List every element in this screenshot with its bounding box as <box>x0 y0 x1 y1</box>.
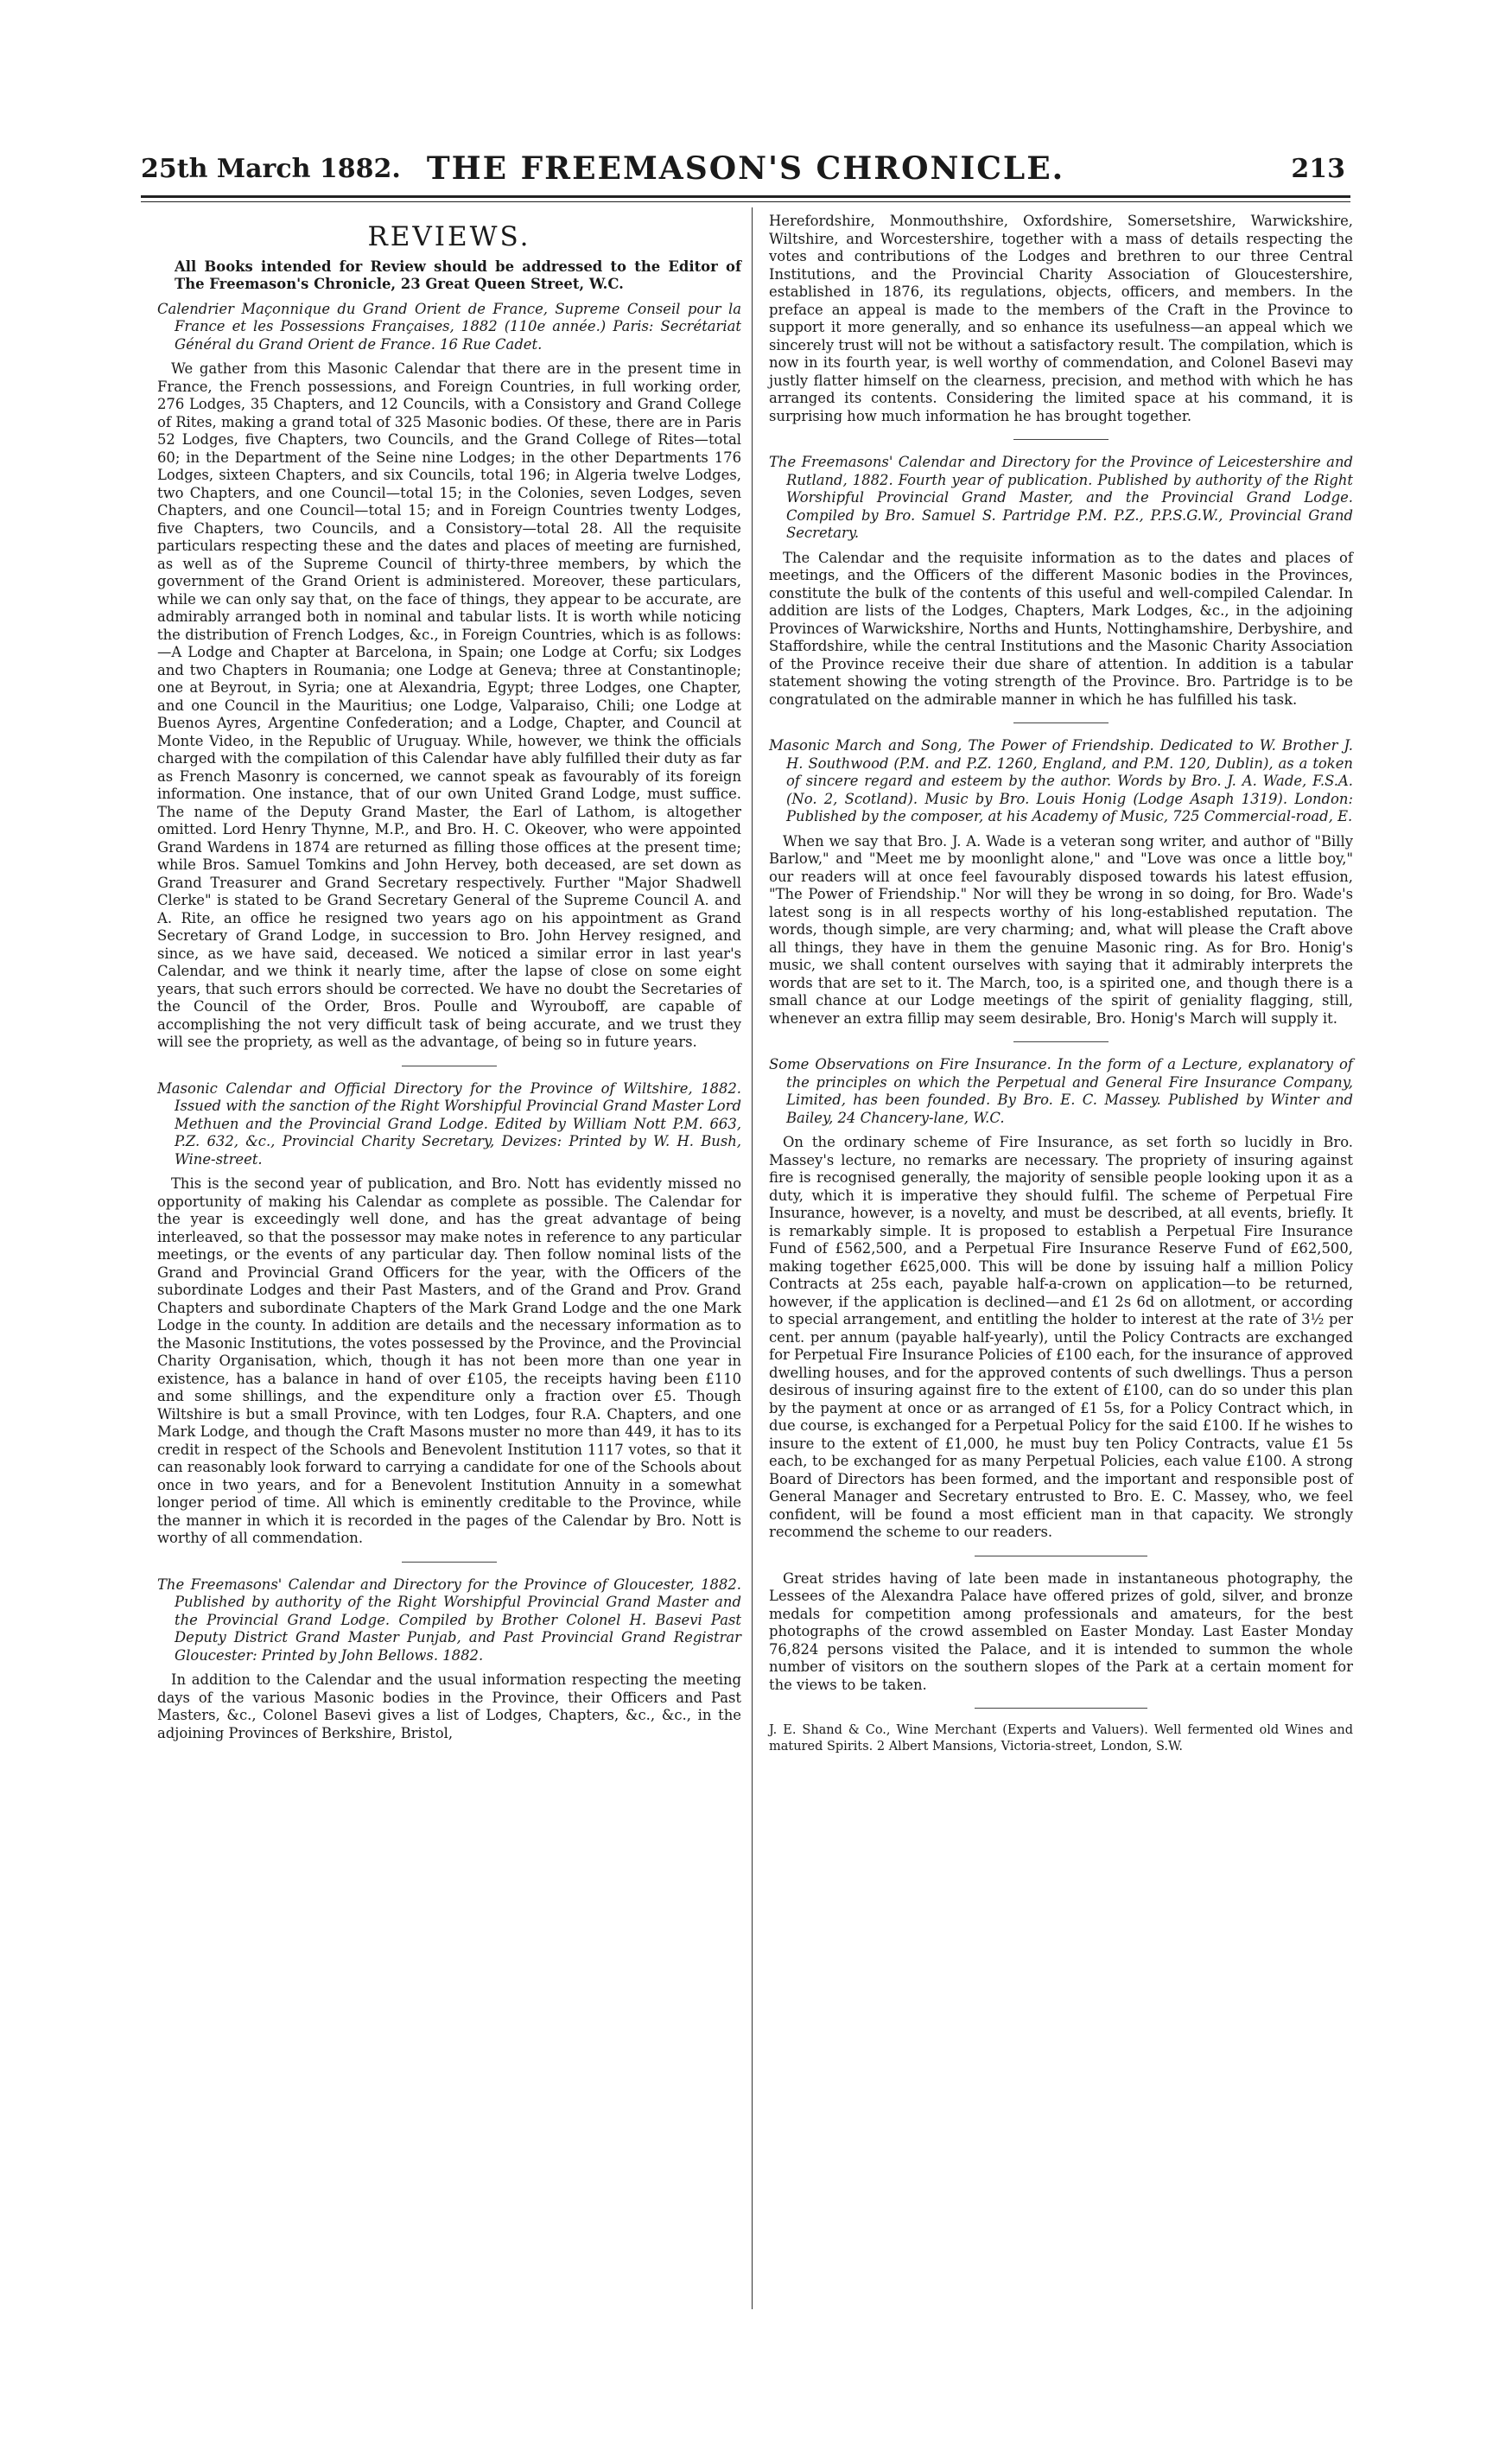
review-body-masonic-march: When we say that Bro. J. A. Wade is a veteran song writer, and author of "Billy Barlow," and "Meet me by moonlight alone," and "Love was once a little boy," our readers will at once feel favourably disposed towards his latest effusion, "The Power of Friendship." Nor will they be wrong in so doing, for Bro. Wade's latest song is in all respects worthy of his long-established reputation. The words, though simple, are very charming; and, what will please the Craft above all things, they have in them the genuine Masonic ring. As for Bro. Honig's music, we shall content ourselves with saying that it admirably interprets the words that are set to it. The March, too, is a spirited one, and though there is a small chance at our Lodge meetings of the spirit of geniality flagging, still, whenever an extra fillip may seem desirable, Bro. Honig's March will supply it. <box>769 832 1353 1027</box>
review-heading-masonic-march: Masonic March and Song, The Power of Friendship. Dedicated to W. Brother J. H. Southwood (P.M. and P.Z. 1260, England, and P.M. 120, Dublin), as a token of sincere regard and esteem by the author. Words by Bro. J. A. Wade, F.S.A. (No. 2, Scotland). Music by Bro. Louis Honig (Lodge Asaph 1319). London: Published by the composer, at his Academy of Music, 725 Commercial-road, E. <box>769 737 1353 824</box>
section-divider <box>402 1562 497 1563</box>
section-title: REVIEWS. <box>367 221 531 252</box>
column-divider <box>752 207 753 2309</box>
masthead-rule-thin <box>141 201 1350 202</box>
review-body-gloucester-continued: Herefordshire, Monmouthshire, Oxfordshire, Somersetshire, Warwickshire, Wiltshire, and Worcestershire, together with a mass of details respecting the votes and contributions of the Lodges and brethren to our three Central Institutions, and the Provincial Charity Association of Gloucestershire, established in 1876, its regulations, objects, officers, and members. In the preface an appeal is made to the members of the Craft in the Province to support it more generally, and so enhance its usefulness—an appeal which we sincerely trust will not be without a satisfactory result. The compilation, which is now in its fourth year, is well worthy of commendation, and Colonel Basevi may justly flatter himself on the clearness, precision, and method with which he has arranged its contents. Considering the limited space at his command, it is surprising how much information he has brought together. <box>769 213 1353 424</box>
section-divider <box>975 1708 1147 1709</box>
review-heading-fire-insurance: Some Observations on Fire Insurance. In the form of a Lecture, explanatory of the principles on which the Perpetual and General Fire Insurance Company, Limited, has been founded. By Bro. E. C. Massey. Published by Winter and Bailey, 24 Chancery-lane, W.C. <box>769 1056 1353 1126</box>
right-column <box>769 213 1353 1760</box>
section-divider <box>1013 722 1109 723</box>
review-body-leicestershire: The Calendar and the requisite information as to the dates and places of meetings, and the Officers of the different Masonic bodies in the Provinces, constitute the bulk of the contents of this useful and well-compiled Calendar. In addition are lists of the Lodges, Chapters, Mark Lodges, &c., in the adjoining Provinces of Warwickshire, Norths and Hunts, Nottinghamshire, Derbyshire, and Staffordshire, while the central Institutions and the Masonic Charity Association of the Province receive their due share of attention. In addition is a tabular statement showing the voting strength of the Province. Bro. Partridge is to be congratulated on the admirable manner in which he has fulfilled his task. <box>769 549 1353 708</box>
review-heading-gloucester: The Freemasons' Calendar and Directory for the Province of Gloucester, 1882. Published by authority of the Right Worshipful Provincial Grand Master and the Provincial Grand Lodge. Compiled by Brother Colonel H. Basevi Past Deputy District Grand Master Punjab, and Past Provincial Grand Registrar Gloucester: Printed by John Bellows. 1882. <box>157 1575 741 1664</box>
section-divider <box>1013 439 1109 440</box>
newspaper-title: THE FREEMASON'S CHRONICLE. <box>426 150 1065 187</box>
review-heading-wiltshire: Masonic Calendar and Official Directory for the Province of Wiltshire, 1882. Issued with the sanction of the Right Worshipful Provincial Grand Master Lord Methuen and the Provincial Grand Lodge. Edited by William Nott P.M. 663, P.Z. 632, &c., Provincial Charity Secretary, Devizes: Printed by W. H. Bush, Wine-street. <box>157 1079 741 1168</box>
news-item-alexandra-palace: Great strides having of late been made in instantaneous photography, the Lessees of the Alexandra Palace have offered prizes of gold, silver, and bronze medals for competition among professionals and amateurs, for the best photographs of the crowd assembled on Easter Monday. Last Easter Monday 76,824 persons visited the Palace, and it is intended to summon the whole number of visitors on the southern slopes of the Park at a certain moment for the views to be taken. <box>769 1569 1353 1693</box>
section-divider <box>1013 1041 1109 1042</box>
masthead-rule-thick <box>141 195 1350 198</box>
review-body-fire-insurance: On the ordinary scheme of Fire Insurance, as set forth so lucidly in Bro. Massey's lecture, no remarks are necessary. The propriety of insuring against fire is recognised generally, the majority of sensible people looking upon it as a duty, which it is imperative they should fulfil. The scheme of Perpetual Fire Insurance, however, is a novelty, and must be described, at all events, briefly. It is remarkably simple. It is proposed to establish a Perpetual Fire Insurance Fund of £562,500, and a Perpetual Fire Insurance Reserve Fund of £62,500, making together £625,000. This will be done by issuing half a million Policy Contracts at 25s each, payable half-a-crown on application—to be returned, however, if the application is declined—and £1 2s 6d on allotment, or according to special arrangement, and entitling the holder to interest at the rate of 3½ per cent. per annum (payable half-yearly), until the Policy Contracts are exchanged for Perpetual Fire Insurance Policies of £100 each, for the insurance of approved dwelling houses, and for the approved contents of such dwellings. Thus a person desirous of insuring against fire to the extent of £100, can do so under this plan by the payment at once or as arranged of £1 5s, for a Policy Contract which, in due course, is exchanged for a Perpetual Policy for the said £100. If he wishes to insure to the extent of £1,000, he must buy ten Policy Contracts, value £1 5s each, to be exchanged for as many Perpetual Policies, each value £100. A strong Board of Directors has been formed, and the important and responsible post of General Manager and Secretary entrusted to Bro. E. C. Massey, who, we feel confident, will be found a most efficient man in that capacity. We strongly recommend the scheme to our readers. <box>769 1134 1353 1540</box>
review-heading-leicestershire: The Freemasons' Calendar and Directory for the Province of Leicestershire and Rutland, 1882. Fourth year of publication. Published by authority of the Right Worshipful Provincial Grand Master, and the Provincial Grand Lodge. Compiled by Bro. Samuel S. Partridge P.M. P.Z., P.P.S.G.W., Provincial Grand Secretary. <box>769 454 1353 541</box>
review-body-wiltshire: This is the second year of publication, and Bro. Nott has evidently missed no opportunity of making his Calendar as complete as possible. The Calendar for the year is exceedingly well done, and has the great advantage of being interleaved, so that the possessor may make notes in reference to any particular meetings, or the events of any particular day. Then follow nominal lists of the Grand and Provincial Grand Officers for the year, with the Officers of the subordinate Lodges and their Past Masters, and of the Grand and Prov. Grand Chapters and subordinate Chapters of the Mark Grand Lodge and the one Mark Lodge in the county. In addition are details and the necessary information as to the Masonic Institutions, the votes possessed by the Province, and the Provincial Charity Organisation, which, though it has not been more than one year in existence, has a balance in hand of over £105, the receipts having been £110 and some shillings, and the expenditure only a fraction over £5. Though Wiltshire is but a small Province, with ten Lodges, four R.A. Chapters, and one Mark Lodge, and though the Craft Masons muster no more than 449, it has to its credit in respect of the Schools and Benevolent Institution 1117 votes, so that it can reasonably look forward to carrying a candidate for one of the Schools about once in two years, and for a Benevolent Institution Annuity in a somewhat longer period of time. All which is eminently creditable to the Province, while the manner in which it is recorded in the pages of the Calendar by Bro. Nott is worthy of all commendation. <box>157 1175 741 1546</box>
review-heading-grand-orient: Calendrier Maçonnique du Grand Orient de France, Supreme Conseil pour la France et les Possessions Françaises, 1882 (110e année.) Paris: Secrétariat Général du Grand Orient de France. 16 Rue Cadet. <box>157 300 741 353</box>
review-body-gloucester: In addition to the Calendar and the usual information respecting the meeting days of the various Masonic bodies in the Province, their Officers and Past Masters, &c., Colonel Basevi gives a list of Lodges, Chapters, &c., &c., in the adjoining Provinces of Berkshire, Bristol, <box>157 1671 741 1741</box>
left-column <box>157 213 741 1747</box>
masthead <box>141 147 1350 195</box>
issue-date: 25th March 1882. <box>141 154 401 184</box>
advertisement-wine-merchant: J. E. Shand & Co., Wine Merchant (Experts and Valuers). Well fermented old Wines and matured Spirits. 2 Albert Mansions, Victoria-street, London, S.W. <box>769 1723 1353 1754</box>
page-number: 213 <box>1291 154 1345 184</box>
review-notice: All Books intended for Review should be addressed to the Editor of The Freemason's Chronicle, 23 Great Queen Street, W.C. <box>175 258 741 292</box>
review-body-grand-orient: We gather from this Masonic Calendar that there are in the present time in France, the French possessions, and Foreign Countries, in full working order, 276 Lodges, 35 Chapters, and 12 Councils, with a Consistory and Grand College of Rites, making a grand total of 325 Masonic bodies. Of these, there are in Paris 52 Lodges, five Chapters, two Councils, and the Grand College of Rites—total 60; in the Department of the Seine nine Lodges; in the other Departments 176 Lodges, sixteen Chapters, and six Councils, total 196; in Algeria twelve Lodges, two Chapters, and one Council—total 15; in the Colonies, seven Lodges, seven Chapters, and one Council—total 15; and in Foreign Countries twenty Lodges, five Chapters, two Councils, and a Consistory—total 28. All the requisite particulars respecting these and the dates and places of meeting are furnished, as well as of the Supreme Council of thirty-three members, by which the government of the Grand Orient is administered. Moreover, these particulars, while we can only say that, on the face of things, they appear to be accurate, are admirably arranged both in nominal and tabular lists. It is worth while noticing the distribution of French Lodges, &c., in Foreign Countries, which is as follows:—A Lodge and Chapter at Barcelona, in Spain; one Lodge at Corfu; six Lodges and two Chapters in Roumania; one Lodge at Geneva; three at Constantinople; one at Beyrout, in Syria; one at Alexandria, Egypt; three Lodges, one Chapter, and one Council in the Mauritius; one Lodge, Valparaiso, Chili; one Lodge at Buenos Ayres, Argentine Confederation; and a Lodge, Chapter, and Council at Monte Video, in the Republic of Uruguay. While, however, we think the officials charged with the compilation of this Calendar have ably fulfilled their duty as far as French Masonry is concerned, we cannot speak as favourably of its foreign information. One instance, that of our own United Grand Lodge, must suffice. The name of the Deputy Grand Master, the Earl of Lathom, is altogether omitted. Lord Henry Thynne, M.P., and Bro. H. C. Okeover, who were appointed Grand Wardens in 1874 are returned as filling those offices at the present time; while Bros. Samuel Tomkins and John Hervey, both deceased, are set down as Grand Treasurer and Grand Secretary respectively. Further "Major Shadwell Clerke" is stated to be Grand Secretary General of the Supreme Council A. and A. Rite, an office he resigned two years ago on his appointment as Grand Secretary of Grand Lodge, in succession to Bro. John Hervey resigned, and since, as we have said, deceased. We noticed a similar error in last year's Calendar, and we think it nearly time, after the lapse of close on some eight years, that such errors should be corrected. We have no doubt the Secretaries of the Council of the Order, Bros. Poulle and Wyrouboff, are capable of accomplishing the not very difficult task of being accurate, and we trust they will see the propriety, as well as the advantage, of being so in future years. <box>157 360 741 1050</box>
